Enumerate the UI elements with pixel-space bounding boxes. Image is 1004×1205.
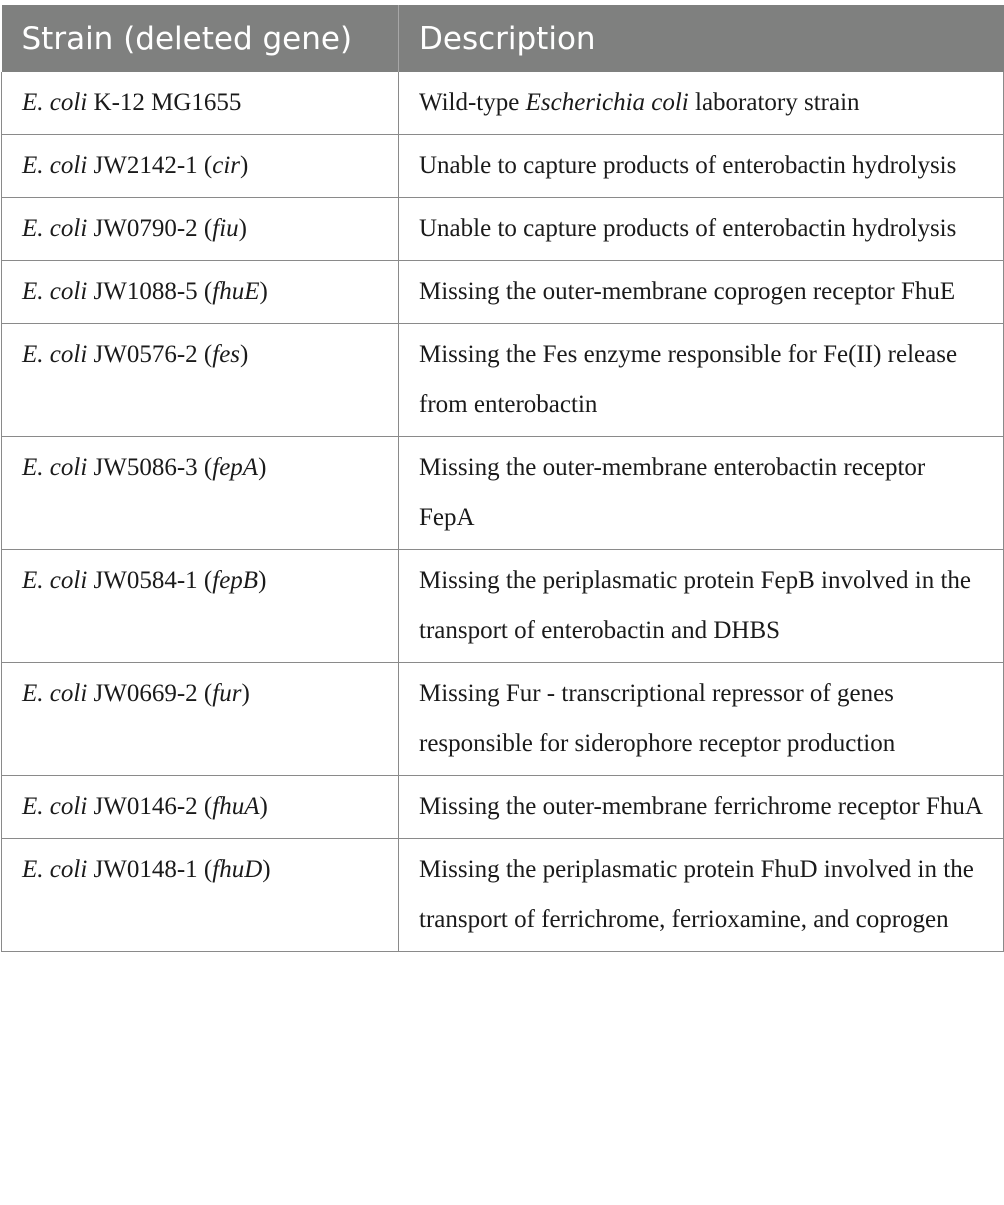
- table-row: [2, 198, 1004, 261]
- strain-id: K-12 MG1655: [93, 89, 242, 116]
- strain-id: JW0146-2: [93, 793, 198, 820]
- description-text: Missing Fur - transcriptional repressor of genes responsible for siderophore receptor production: [419, 680, 896, 757]
- description-text: Missing the Fes enzyme responsible for Fe(II) release from enterobactin: [419, 341, 958, 418]
- table-row: [2, 324, 1004, 437]
- species-name: E. coli: [22, 856, 88, 883]
- strain-id: JW0669-2: [93, 680, 198, 707]
- strain-cell: E. coli JW5086-3 (fepA): [2, 437, 399, 550]
- deleted-gene: fiu: [212, 215, 239, 242]
- deleted-gene: fhuD: [212, 856, 263, 883]
- table-row: [2, 261, 1004, 324]
- table-row: [2, 437, 1004, 550]
- deleted-gene: fur: [212, 680, 242, 707]
- description-text: Missing the outer-membrane coprogen receptor FhuE: [419, 278, 956, 305]
- deleted-gene: fepA: [212, 454, 259, 481]
- description-text: Unable to capture products of enterobactin hydrolysis: [419, 152, 957, 179]
- strain-id: JW5086-3: [93, 454, 198, 481]
- description-cell: [399, 663, 1004, 776]
- description-text: Unable to capture products of enterobactin hydrolysis: [419, 215, 957, 242]
- strain-cell: E. coli JW2142-1 (cir): [2, 135, 399, 198]
- table-row: [2, 135, 1004, 198]
- species-name: E. coli: [22, 278, 88, 305]
- strain-id: JW0790-2: [93, 215, 198, 242]
- strain-id: JW0148-1: [93, 856, 198, 883]
- description-cell: [399, 550, 1004, 663]
- strain-cell: E. coli JW1088-5 (fhuE): [2, 261, 399, 324]
- description-cell: [399, 198, 1004, 261]
- species-name: E. coli: [22, 152, 88, 179]
- description-cell: [399, 839, 1004, 952]
- strain-cell: E. coli JW0584-1 (fepB): [2, 550, 399, 663]
- strain-id: JW2142-1: [93, 152, 198, 179]
- species-name: E. coli: [22, 567, 88, 594]
- description-cell: [399, 261, 1004, 324]
- strain-cell: E. coli JW0669-2 (fur): [2, 663, 399, 776]
- description-text: Missing the outer-membrane ferrichrome receptor FhuA: [419, 793, 983, 820]
- description-text: Missing the outer-membrane enterobactin receptor FepA: [419, 454, 926, 531]
- species-name: E. coli: [22, 215, 88, 242]
- table-header: [2, 5, 1004, 72]
- description-cell: [399, 776, 1004, 839]
- strain-cell: E. coli JW0146-2 (fhuA): [2, 776, 399, 839]
- table-body: [2, 72, 1004, 952]
- strain-id: JW1088-5: [93, 278, 198, 305]
- description-cell: [399, 135, 1004, 198]
- description-italic: Escherichia coli: [525, 89, 689, 116]
- deleted-gene: fes: [212, 341, 241, 368]
- deleted-gene: fepB: [212, 567, 259, 594]
- deleted-gene: cir: [212, 152, 241, 179]
- header-strain: Strain (deleted gene): [2, 5, 399, 72]
- strain-cell: E. coli JW0576-2 (fes): [2, 324, 399, 437]
- species-name: E. coli: [22, 89, 88, 116]
- header-row: [2, 5, 1004, 72]
- deleted-gene: fhuA: [212, 793, 260, 820]
- table-row: [2, 663, 1004, 776]
- table-row: [2, 776, 1004, 839]
- description-cell: [399, 72, 1004, 135]
- table-row: [2, 839, 1004, 952]
- description-cell: [399, 324, 1004, 437]
- strain-cell: [2, 72, 399, 135]
- species-name: E. coli: [22, 680, 88, 707]
- species-name: E. coli: [22, 793, 88, 820]
- strain-id: JW0576-2: [93, 341, 198, 368]
- deleted-gene: fhuE: [212, 278, 260, 305]
- strain-cell: E. coli JW0148-1 (fhuD): [2, 839, 399, 952]
- description-cell: [399, 437, 1004, 550]
- description-text: Missing the periplasmatic protein FhuD involved in the transport of ferrichrome, ferrioxamine, and coprogen: [419, 856, 974, 933]
- strain-id: JW0584-1: [93, 567, 198, 594]
- strain-table: [1, 5, 1004, 952]
- header-description: Description: [399, 5, 1004, 72]
- description-text-end: laboratory strain: [688, 89, 860, 116]
- table-row: [2, 72, 1004, 135]
- species-name: E. coli: [22, 454, 88, 481]
- table-row: [2, 550, 1004, 663]
- description-text: Missing the periplasmatic protein FepB involved in the transport of enterobactin and DHBS: [419, 567, 972, 644]
- strain-cell: E. coli JW0790-2 (fiu): [2, 198, 399, 261]
- species-name: E. coli: [22, 341, 88, 368]
- description-text: Wild-type: [419, 89, 526, 116]
